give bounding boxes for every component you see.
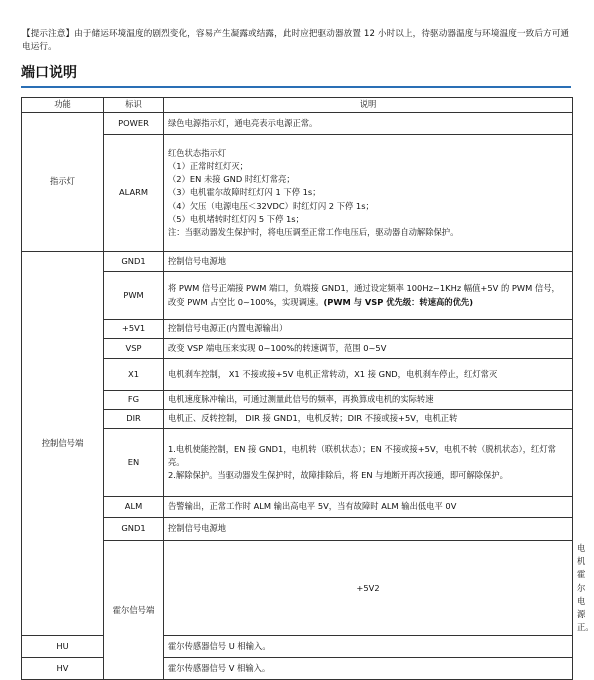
signal-x1: X1 [104, 359, 164, 391]
pwm-desc-text: 将 PWM 信号正端接 PWM 端口，负端接 GND1，通过设定频率 100Hz~1KHz 幅值+5V 的 PWM 信号，改变 PWM 占空比 0~100%，实现调速。 [168, 283, 560, 307]
desc-hu: 霍尔传感器信号 U 相输入。 [164, 636, 573, 658]
desc-hv: 霍尔传感器信号 V 相输入。 [164, 658, 573, 680]
alarm-line: （5）电机堵转时红灯闪 5 下停 1s； [168, 213, 304, 224]
desc-dir: 电机正、反转控制， DIR 接 GND1，电机反转；DIR 不接或接+5V，电机正转 [164, 410, 573, 429]
desc-alarm [164, 135, 573, 252]
signal-alm: ALM [104, 497, 164, 518]
table-row [22, 497, 573, 518]
header-function: 功能 [22, 98, 104, 113]
signal-5v1: +5V1 [104, 320, 164, 339]
notice-text: 【提示注意】由于储运环境温度的剧烈变化，容易产生凝露或结露，此时应把驱动器放置 12 小时以上，待驱动器温度与环境温度一致后方可通电运行。 [22, 29, 570, 52]
table-row [22, 429, 573, 497]
table-row [22, 410, 573, 429]
table-row [22, 320, 573, 339]
desc-power: 绿色电源指示灯，通电亮表示电源正常。 [164, 113, 573, 135]
desc-pwm [164, 272, 573, 320]
category-indicator: 指示灯 [22, 113, 104, 252]
table-header-row [22, 98, 573, 113]
table-row [22, 252, 573, 272]
alarm-note: 注：当驱动器发生保护时，将电压调至正常工作电压后，驱动器自动解除保护。 [168, 227, 459, 237]
table-row: 霍尔信号端 +5V2 电机霍尔电源正。 [22, 541, 573, 636]
en-line: 1.电机使能控制，EN 接 GND1，电机转（联机状态）；EN 不接或接+5V，电机不转（脱机状态），红灯常亮。 [168, 443, 556, 467]
alarm-line: （4）欠压（电源电压＜32VDC）时红灯闪 2 下停 1s； [168, 200, 374, 211]
alarm-line: （2）EN 未接 GND 时红灯常亮； [168, 174, 295, 185]
desc-fg: 电机速度脉冲输出，可通过测量此信号的频率，再换算成电机的实际转速 [164, 391, 573, 410]
table-row [22, 391, 573, 410]
alarm-line: 红色状态指示灯 [168, 147, 227, 158]
desc-gnd1: 控制信号电源地 [164, 252, 573, 272]
table-row [22, 272, 573, 320]
signal-fg: FG [104, 391, 164, 410]
signal-gnd1: GND1 [104, 518, 164, 541]
desc-5v1: 控制信号电源正(内置电源输出） [164, 320, 573, 339]
desc-en [164, 429, 573, 497]
signal-dir: DIR [104, 410, 164, 429]
pwm-priority-note: (PWM 与 VSP 优先级：转速高的优先) [323, 296, 473, 307]
table-row [22, 518, 573, 541]
en-line: 2.解除保护。当驱动器发生保护时，故障排除后，将 EN 与地断开再次接通，即可解除保护。 [168, 470, 508, 481]
table-row [22, 359, 573, 391]
signal-pwm: PWM [104, 272, 164, 320]
signal-5v2: +5V2 [164, 541, 573, 636]
signal-gnd1: GND1 [104, 252, 164, 272]
table-row [22, 339, 573, 359]
desc-alm: 告警输出，正常工作时 ALM 输出高电平 5V，当有故障时 ALM 输出低电平 0V [164, 497, 573, 518]
title-divider [21, 86, 571, 88]
category-hall: 霍尔信号端 [104, 541, 164, 680]
header-description: 说明 [164, 98, 573, 113]
signal-power: POWER [104, 113, 164, 135]
category-control: 控制信号端 [22, 252, 104, 636]
header-label: 标识 [104, 98, 164, 113]
desc-gnd1: 控制信号电源地 [164, 518, 573, 541]
alarm-line: （1）正常时红灯灭； [168, 160, 248, 171]
table-row [22, 113, 573, 135]
section-title: 端口说明 [21, 65, 77, 81]
desc-vsp: 改变 VSP 端电压来实现 0~100%的转速调节，范围 0~5V [164, 339, 573, 359]
alarm-line: （3）电机霍尔故障时红灯闪 1 下停 1s； [168, 187, 321, 198]
signal-hv: HV [22, 658, 104, 680]
table-row [22, 135, 573, 252]
signal-hu: HU [22, 636, 104, 658]
signal-en: EN [104, 429, 164, 497]
signal-vsp: VSP [104, 339, 164, 359]
desc-x1: 电机刹车控制， X1 不接或接+5V 电机正常转动，X1 接 GND，电机刹车停止，红灯常灭 [164, 359, 573, 391]
signal-alarm: ALARM [104, 135, 164, 252]
port-spec-table [21, 97, 594, 680]
